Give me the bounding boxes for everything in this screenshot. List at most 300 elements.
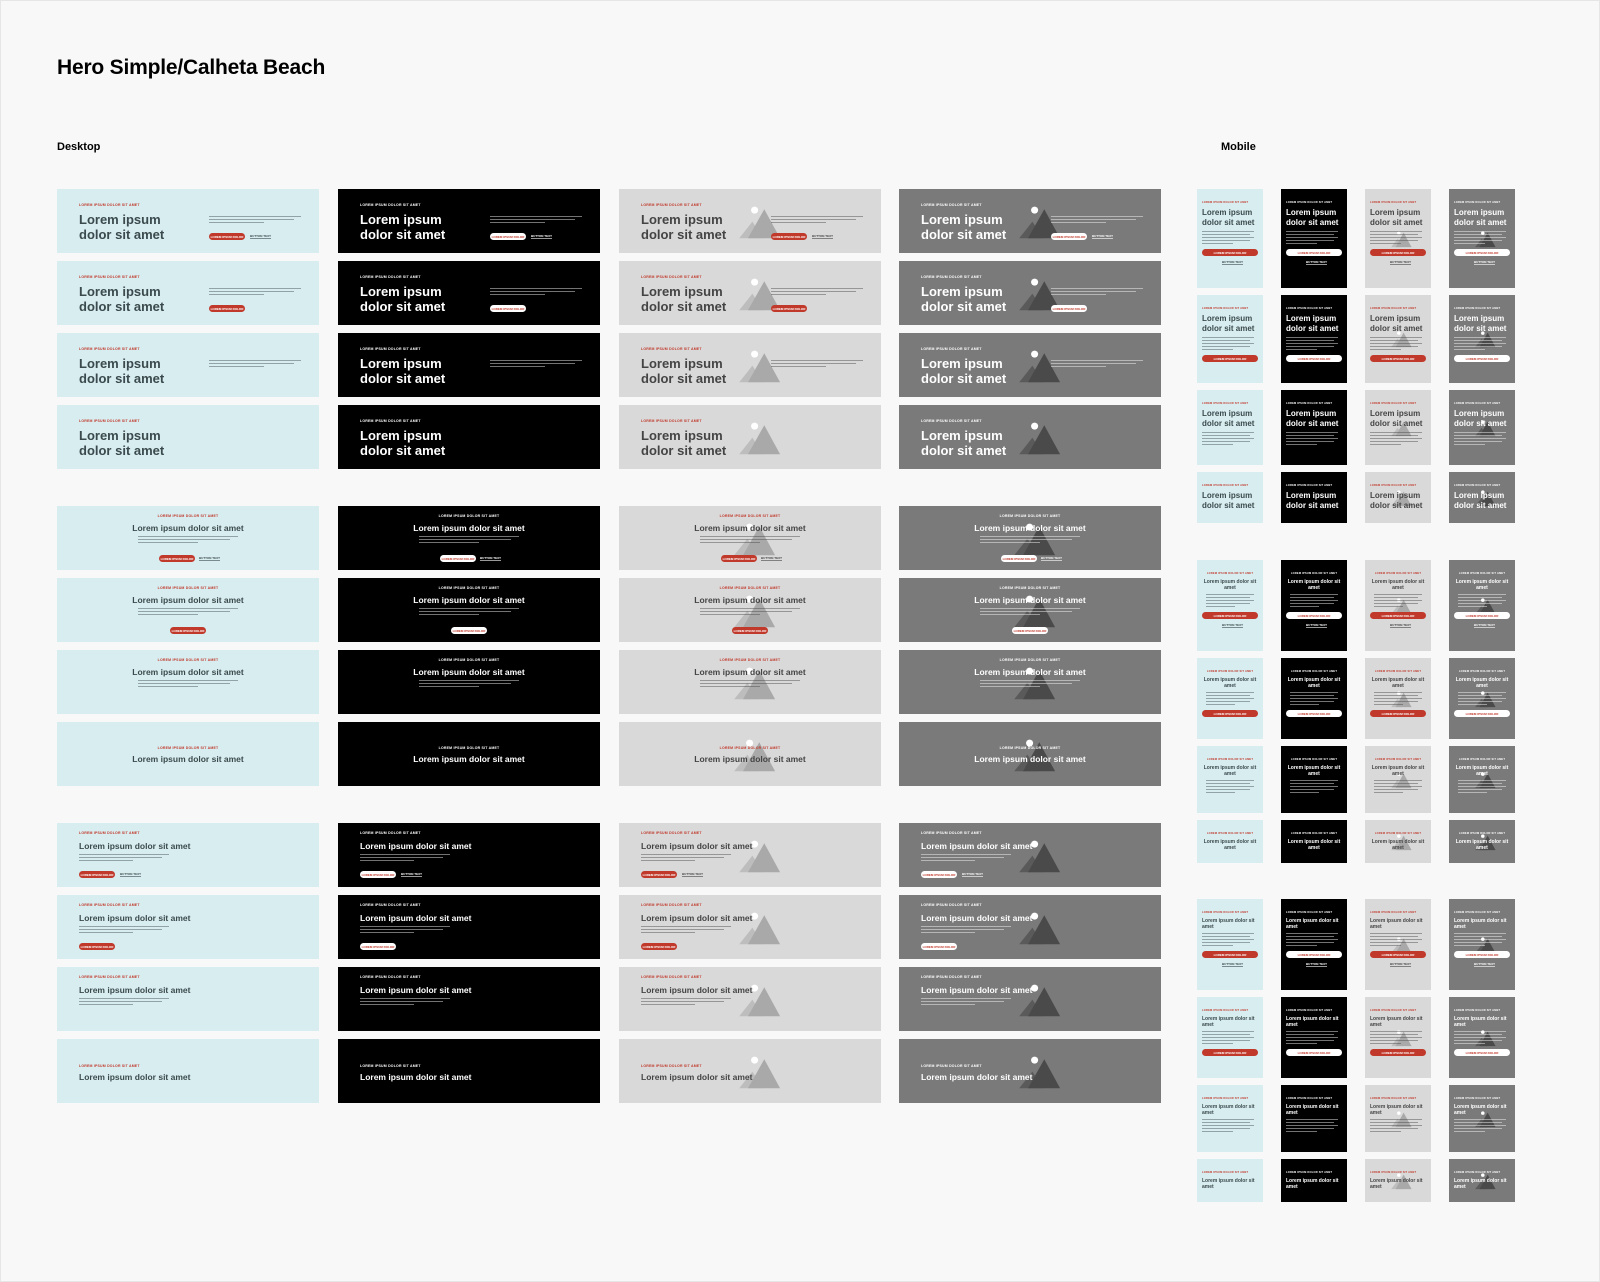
hero-title: Lorem ipsum dolor sit amet (1370, 208, 1423, 227)
hero-eyebrow: LOREM IPSUM DOLOR SIT AMET (641, 275, 702, 279)
body-text-lines (1374, 780, 1422, 795)
hero-title: Lorem ipsum dolor sit amet (641, 1072, 753, 1082)
secondary-button[interactable]: BUTTON TEXT (761, 556, 782, 560)
hero-card-desktop (899, 650, 1161, 714)
primary-button[interactable] (79, 943, 115, 950)
hero-eyebrow: LOREM IPSUM DOLOR SIT AMET (1206, 670, 1254, 673)
secondary-button[interactable]: BUTTON TEXT (1092, 234, 1113, 238)
hero-title: Lorem ipsum dolor sit amet (360, 985, 472, 995)
hero-eyebrow: LOREM IPSUM DOLOR SIT AMET (719, 746, 781, 750)
hero-card-desktop (338, 506, 600, 570)
hero-card-desktop (899, 333, 1161, 397)
hero-card-desktop (619, 895, 881, 959)
body-text-lines (360, 998, 450, 1007)
body-text-lines (1290, 692, 1338, 707)
hero-title: Lorem ipsum dolor sit amet (641, 841, 753, 851)
hero-card-mobile (1197, 390, 1263, 465)
hero-eyebrow: LOREM IPSUM DOLOR SIT AMET (641, 347, 702, 351)
hero-eyebrow: LOREM IPSUM DOLOR SIT AMET (360, 975, 421, 979)
desktop-section-label: Desktop (57, 141, 101, 153)
hero-title: Lorem ipsum dolor sit amet (1202, 1016, 1255, 1028)
secondary-button[interactable]: BUTTON TEXT (962, 872, 983, 876)
secondary-button[interactable]: BUTTON TEXT (1390, 623, 1411, 627)
primary-button[interactable] (1202, 1049, 1258, 1056)
hero-eyebrow: LOREM IPSUM DOLOR SIT AMET (360, 903, 421, 907)
hero-eyebrow: LOREM IPSUM DOLOR SIT AMET (79, 975, 140, 979)
primary-button-label: LOREM IPSUM DOLOR (1052, 235, 1086, 239)
body-text-lines (209, 360, 301, 369)
primary-button[interactable] (641, 943, 677, 950)
hero-title: Lorem ipsum dolor sit amet (360, 428, 446, 458)
primary-button[interactable] (1370, 1049, 1426, 1056)
body-text-lines (419, 536, 519, 545)
hero-eyebrow: LOREM IPSUM DOLOR SIT AMET (438, 746, 500, 750)
hero-card-desktop (619, 578, 881, 642)
hero-title: Lorem ipsum dolor sit amet (1286, 208, 1339, 227)
body-text-lines (1202, 231, 1254, 246)
body-text-lines (1051, 216, 1143, 225)
hero-eyebrow: LOREM IPSUM DOLOR SIT AMET (719, 586, 781, 590)
primary-button-label: LOREM IPSUM DOLOR (1465, 1051, 1499, 1055)
hero-eyebrow: LOREM IPSUM DOLOR SIT AMET (1374, 572, 1422, 575)
hero-title: Lorem ipsum dolor sit amet (79, 841, 191, 851)
primary-button[interactable] (440, 555, 476, 562)
primary-button[interactable] (1370, 249, 1426, 256)
hero-card-desktop (338, 578, 600, 642)
primary-button[interactable] (1202, 249, 1258, 256)
secondary-button[interactable]: BUTTON TEXT (1474, 962, 1495, 966)
secondary-button[interactable]: BUTTON TEXT (401, 872, 422, 876)
hero-card-mobile (1449, 658, 1515, 739)
primary-button[interactable] (451, 627, 487, 634)
hero-card-mobile (1365, 746, 1431, 813)
body-text-lines (1370, 1119, 1422, 1134)
hero-title: Lorem ipsum dolor sit amet (1454, 918, 1507, 930)
hero-eyebrow: LOREM IPSUM DOLOR SIT AMET (999, 658, 1061, 662)
body-text-lines (1454, 1031, 1506, 1046)
hero-title: Lorem ipsum dolor sit amet (1287, 579, 1341, 591)
hero-eyebrow: LOREM IPSUM DOLOR SIT AMET (1374, 670, 1422, 673)
hero-title: Lorem ipsum dolor sit amet (974, 754, 1086, 764)
hero-card-desktop (899, 261, 1161, 325)
hero-card-desktop (899, 578, 1161, 642)
primary-button-label: LOREM IPSUM DOLOR (1002, 557, 1036, 561)
primary-button[interactable] (1286, 710, 1342, 717)
body-text-lines (1370, 337, 1422, 352)
hero-eyebrow: LOREM IPSUM DOLOR SIT AMET (79, 903, 140, 907)
hero-eyebrow: LOREM IPSUM DOLOR SIT AMET (1286, 402, 1333, 405)
body-text-lines (360, 854, 450, 863)
hero-card-desktop (619, 722, 881, 786)
hero-card-mobile (1365, 1159, 1431, 1202)
hero-title: Lorem ipsum dolor sit amet (921, 913, 1033, 923)
hero-eyebrow: LOREM IPSUM DOLOR SIT AMET (1454, 1097, 1501, 1100)
body-text-lines (771, 288, 863, 297)
hero-card-desktop (338, 823, 600, 887)
primary-button-label: LOREM IPSUM DOLOR (80, 945, 114, 949)
secondary-button[interactable]: BUTTON TEXT (1222, 962, 1243, 966)
hero-card-mobile (1365, 1085, 1431, 1152)
hero-title: Lorem ipsum dolor sit amet (1454, 409, 1507, 428)
primary-button-label: LOREM IPSUM DOLOR (1465, 712, 1499, 716)
hero-title: Lorem ipsum dolor sit amet (79, 985, 191, 995)
hero-eyebrow: LOREM IPSUM DOLOR SIT AMET (641, 203, 702, 207)
hero-card-mobile (1449, 390, 1515, 465)
primary-button-label: LOREM IPSUM DOLOR (1213, 1051, 1247, 1055)
primary-button[interactable] (79, 871, 115, 878)
secondary-button[interactable]: BUTTON TEXT (812, 234, 833, 238)
hero-title: Lorem ipsum dolor sit amet (1202, 314, 1255, 333)
hero-card-desktop (338, 722, 600, 786)
hero-card-mobile (1197, 560, 1263, 651)
hero-title: Lorem ipsum dolor sit amet (1287, 839, 1341, 851)
secondary-button[interactable]: BUTTON TEXT (1390, 260, 1411, 264)
body-text-lines (490, 360, 582, 369)
body-text-lines (1374, 594, 1422, 609)
primary-button[interactable] (1202, 612, 1258, 619)
primary-button[interactable] (209, 305, 245, 312)
hero-title: Lorem ipsum dolor sit amet (1286, 1104, 1339, 1116)
hero-card-mobile (1449, 295, 1515, 383)
body-text-lines (1206, 692, 1254, 707)
primary-button-label: LOREM IPSUM DOLOR (1297, 251, 1331, 255)
body-text-lines (1458, 692, 1506, 707)
hero-eyebrow: LOREM IPSUM DOLOR SIT AMET (921, 975, 982, 979)
hero-card-mobile (1197, 899, 1263, 990)
primary-button[interactable] (1454, 612, 1510, 619)
secondary-button[interactable]: BUTTON TEXT (1306, 260, 1327, 264)
body-text-lines (641, 926, 731, 935)
hero-eyebrow: LOREM IPSUM DOLOR SIT AMET (1458, 832, 1506, 835)
hero-title: Lorem ipsum dolor sit amet (1287, 677, 1341, 689)
hero-eyebrow: LOREM IPSUM DOLOR SIT AMET (438, 514, 500, 518)
hero-title: Lorem ipsum dolor sit amet (360, 284, 446, 314)
hero-title: Lorem ipsum dolor sit amet (1370, 1178, 1423, 1190)
body-text-lines (700, 536, 800, 545)
primary-button[interactable] (1202, 355, 1258, 362)
hero-title: Lorem ipsum dolor sit amet (1286, 314, 1339, 333)
body-text-lines (1454, 432, 1506, 447)
hero-eyebrow: LOREM IPSUM DOLOR SIT AMET (921, 419, 982, 423)
secondary-button[interactable]: BUTTON TEXT (120, 872, 141, 876)
primary-button-label: LOREM IPSUM DOLOR (171, 629, 205, 633)
hero-card-mobile (1281, 189, 1347, 288)
primary-button-label: LOREM IPSUM DOLOR (491, 235, 525, 239)
hero-card-mobile (1281, 1159, 1347, 1202)
hero-card-mobile (1197, 472, 1263, 523)
hero-card-desktop (899, 823, 1161, 887)
body-text-lines (1202, 933, 1254, 948)
hero-card-desktop (57, 1039, 319, 1103)
secondary-button[interactable]: BUTTON TEXT (250, 234, 271, 238)
hero-eyebrow: LOREM IPSUM DOLOR SIT AMET (79, 831, 140, 835)
hero-card-desktop (57, 967, 319, 1031)
hero-card-desktop (619, 506, 881, 570)
hero-eyebrow: LOREM IPSUM DOLOR SIT AMET (1286, 1009, 1333, 1012)
hero-card-mobile (1449, 560, 1515, 651)
hero-card-mobile (1197, 295, 1263, 383)
hero-title: Lorem ipsum dolor sit amet (360, 1072, 472, 1082)
hero-title: Lorem ipsum dolor sit amet (79, 1072, 191, 1082)
hero-card-desktop (57, 405, 319, 469)
hero-title: Lorem ipsum dolor sit amet (974, 523, 1086, 533)
hero-eyebrow: LOREM IPSUM DOLOR SIT AMET (1370, 201, 1417, 204)
primary-button-label: LOREM IPSUM DOLOR (160, 557, 194, 561)
hero-card-desktop (57, 506, 319, 570)
primary-button[interactable] (159, 555, 195, 562)
primary-button[interactable] (771, 305, 807, 312)
primary-button[interactable] (771, 233, 807, 240)
primary-button-label: LOREM IPSUM DOLOR (361, 945, 395, 949)
hero-eyebrow: LOREM IPSUM DOLOR SIT AMET (921, 831, 982, 835)
primary-button[interactable] (921, 943, 957, 950)
hero-eyebrow: LOREM IPSUM DOLOR SIT AMET (921, 347, 982, 351)
hero-card-mobile (1197, 1085, 1263, 1152)
hero-title: Lorem ipsum dolor sit amet (79, 356, 165, 386)
primary-button[interactable] (170, 627, 206, 634)
hero-title: Lorem ipsum dolor sit amet (921, 284, 1007, 314)
hero-title: Lorem ipsum dolor sit amet (1370, 1016, 1423, 1028)
primary-button[interactable] (1202, 710, 1258, 717)
hero-title: Lorem ipsum dolor sit amet (1286, 1178, 1339, 1190)
secondary-button[interactable]: BUTTON TEXT (1222, 623, 1243, 627)
page-title: Hero Simple/Calheta Beach (57, 56, 326, 79)
hero-title: Lorem ipsum dolor sit amet (79, 284, 165, 314)
secondary-button[interactable]: BUTTON TEXT (682, 872, 703, 876)
primary-button[interactable] (1454, 1049, 1510, 1056)
hero-eyebrow: LOREM IPSUM DOLOR SIT AMET (1286, 307, 1333, 310)
hero-eyebrow: LOREM IPSUM DOLOR SIT AMET (1370, 307, 1417, 310)
body-text-lines (980, 536, 1080, 545)
primary-button[interactable] (1051, 233, 1087, 240)
hero-title: Lorem ipsum dolor sit amet (1202, 491, 1255, 510)
primary-button-label: LOREM IPSUM DOLOR (1297, 712, 1331, 716)
primary-button[interactable] (1454, 249, 1510, 256)
secondary-button[interactable]: BUTTON TEXT (1474, 623, 1495, 627)
primary-button[interactable] (1286, 612, 1342, 619)
secondary-button[interactable]: BUTTON TEXT (480, 556, 501, 560)
hero-title: Lorem ipsum dolor sit amet (1370, 314, 1423, 333)
primary-button[interactable] (1001, 555, 1037, 562)
hero-eyebrow: LOREM IPSUM DOLOR SIT AMET (1454, 1009, 1501, 1012)
hero-title: Lorem ipsum dolor sit amet (1370, 1104, 1423, 1116)
secondary-button[interactable]: BUTTON TEXT (1390, 962, 1411, 966)
body-text-lines (79, 854, 169, 863)
body-text-lines (1286, 1119, 1338, 1134)
primary-button-label: LOREM IPSUM DOLOR (210, 307, 244, 311)
body-text-lines (1370, 933, 1422, 948)
primary-button[interactable] (1202, 951, 1258, 958)
primary-button-label: LOREM IPSUM DOLOR (1297, 1051, 1331, 1055)
hero-card-desktop (338, 261, 600, 325)
body-text-lines (1206, 594, 1254, 609)
hero-title: Lorem ipsum dolor sit amet (1371, 677, 1425, 689)
primary-button[interactable] (641, 871, 677, 878)
hero-eyebrow: LOREM IPSUM DOLOR SIT AMET (1206, 572, 1254, 575)
primary-button[interactable] (1370, 355, 1426, 362)
body-text-lines (1286, 432, 1338, 447)
primary-button[interactable] (1286, 355, 1342, 362)
primary-button-label: LOREM IPSUM DOLOR (922, 873, 956, 877)
hero-title: Lorem ipsum dolor sit amet (413, 667, 525, 677)
primary-button-label: LOREM IPSUM DOLOR (361, 873, 395, 877)
hero-card-desktop (338, 650, 600, 714)
hero-eyebrow: LOREM IPSUM DOLOR SIT AMET (1202, 402, 1249, 405)
hero-eyebrow: LOREM IPSUM DOLOR SIT AMET (1206, 832, 1254, 835)
primary-button-label: LOREM IPSUM DOLOR (491, 307, 525, 311)
hero-card-desktop (899, 967, 1161, 1031)
hero-card-desktop (899, 1039, 1161, 1103)
hero-eyebrow: LOREM IPSUM DOLOR SIT AMET (1458, 758, 1506, 761)
primary-button-label: LOREM IPSUM DOLOR (1213, 357, 1247, 361)
hero-card-mobile (1449, 189, 1515, 288)
hero-eyebrow: LOREM IPSUM DOLOR SIT AMET (1290, 572, 1338, 575)
hero-title: Lorem ipsum dolor sit amet (413, 595, 525, 605)
primary-button-label: LOREM IPSUM DOLOR (642, 873, 676, 877)
hero-title: Lorem ipsum dolor sit amet (1202, 918, 1255, 930)
hero-title: Lorem ipsum dolor sit amet (132, 667, 244, 677)
primary-button[interactable] (1454, 710, 1510, 717)
primary-button-label: LOREM IPSUM DOLOR (1213, 251, 1247, 255)
hero-title: Lorem ipsum dolor sit amet (641, 985, 753, 995)
hero-eyebrow: LOREM IPSUM DOLOR SIT AMET (1370, 1097, 1417, 1100)
body-text-lines (138, 536, 238, 545)
hero-eyebrow: LOREM IPSUM DOLOR SIT AMET (1454, 201, 1501, 204)
hero-card-mobile (1365, 997, 1431, 1078)
hero-eyebrow: LOREM IPSUM DOLOR SIT AMET (1290, 758, 1338, 761)
hero-title: Lorem ipsum dolor sit amet (1287, 765, 1341, 777)
primary-button[interactable] (490, 305, 526, 312)
primary-button[interactable] (732, 627, 768, 634)
primary-button[interactable] (721, 555, 757, 562)
hero-card-desktop (338, 967, 600, 1031)
hero-card-desktop (619, 189, 881, 253)
hero-eyebrow: LOREM IPSUM DOLOR SIT AMET (1454, 307, 1501, 310)
hero-title: Lorem ipsum dolor sit amet (1454, 314, 1507, 333)
hero-title: Lorem ipsum dolor sit amet (1455, 765, 1509, 777)
primary-button[interactable] (360, 943, 396, 950)
secondary-button[interactable]: BUTTON TEXT (1041, 556, 1062, 560)
hero-card-mobile (1365, 472, 1431, 523)
secondary-button[interactable]: BUTTON TEXT (1306, 962, 1327, 966)
hero-title: Lorem ipsum dolor sit amet (694, 754, 806, 764)
hero-eyebrow: LOREM IPSUM DOLOR SIT AMET (1458, 670, 1506, 673)
hero-title: Lorem ipsum dolor sit amet (921, 212, 1007, 242)
primary-button[interactable] (1286, 1049, 1342, 1056)
hero-eyebrow: LOREM IPSUM DOLOR SIT AMET (1202, 201, 1249, 204)
hero-eyebrow: LOREM IPSUM DOLOR SIT AMET (1290, 670, 1338, 673)
hero-eyebrow: LOREM IPSUM DOLOR SIT AMET (1370, 484, 1417, 487)
primary-button[interactable] (1370, 612, 1426, 619)
hero-card-desktop (619, 1039, 881, 1103)
primary-button[interactable] (360, 871, 396, 878)
hero-eyebrow: LOREM IPSUM DOLOR SIT AMET (641, 1064, 702, 1068)
primary-button[interactable] (1051, 305, 1087, 312)
primary-button[interactable] (921, 871, 957, 878)
hero-title: Lorem ipsum dolor sit amet (641, 913, 753, 923)
hero-eyebrow: LOREM IPSUM DOLOR SIT AMET (1374, 832, 1422, 835)
primary-button[interactable] (1286, 951, 1342, 958)
hero-card-mobile (1281, 1085, 1347, 1152)
body-text-lines (419, 680, 519, 689)
hero-card-desktop (57, 650, 319, 714)
secondary-button[interactable]: BUTTON TEXT (531, 234, 552, 238)
hero-title: Lorem ipsum dolor sit amet (79, 913, 191, 923)
primary-button-label: LOREM IPSUM DOLOR (1381, 712, 1415, 716)
primary-button[interactable] (1286, 249, 1342, 256)
secondary-button[interactable]: BUTTON TEXT (1306, 623, 1327, 627)
body-text-lines (1202, 337, 1254, 352)
primary-button[interactable] (1454, 951, 1510, 958)
primary-button[interactable] (1012, 627, 1048, 634)
hero-title: Lorem ipsum dolor sit amet (1286, 918, 1339, 930)
primary-button[interactable] (1370, 710, 1426, 717)
secondary-button[interactable]: BUTTON TEXT (199, 556, 220, 560)
hero-card-mobile (1365, 560, 1431, 651)
hero-eyebrow: LOREM IPSUM DOLOR SIT AMET (1286, 911, 1333, 914)
hero-eyebrow: LOREM IPSUM DOLOR SIT AMET (1206, 758, 1254, 761)
primary-button[interactable] (1454, 355, 1510, 362)
secondary-button[interactable]: BUTTON TEXT (1222, 260, 1243, 264)
primary-button[interactable] (1370, 951, 1426, 958)
hero-card-mobile (1197, 997, 1263, 1078)
hero-title: Lorem ipsum dolor sit amet (1371, 765, 1425, 777)
hero-eyebrow: LOREM IPSUM DOLOR SIT AMET (1454, 911, 1501, 914)
hero-card-mobile (1365, 899, 1431, 990)
hero-title: Lorem ipsum dolor sit amet (1455, 839, 1509, 851)
hero-title: Lorem ipsum dolor sit amet (413, 754, 525, 764)
hero-eyebrow: LOREM IPSUM DOLOR SIT AMET (79, 419, 140, 423)
body-text-lines (1202, 1031, 1254, 1046)
hero-eyebrow: LOREM IPSUM DOLOR SIT AMET (1202, 1009, 1249, 1012)
primary-button[interactable] (209, 233, 245, 240)
hero-title: Lorem ipsum dolor sit amet (1202, 409, 1255, 428)
body-text-lines (1290, 780, 1338, 795)
hero-card-desktop (57, 823, 319, 887)
hero-card-mobile (1197, 746, 1263, 813)
hero-eyebrow: LOREM IPSUM DOLOR SIT AMET (157, 658, 219, 662)
hero-card-desktop (619, 650, 881, 714)
body-text-lines (360, 926, 450, 935)
hero-eyebrow: LOREM IPSUM DOLOR SIT AMET (157, 746, 219, 750)
hero-eyebrow: LOREM IPSUM DOLOR SIT AMET (641, 975, 702, 979)
hero-card-mobile (1197, 1159, 1263, 1202)
hero-card-desktop (899, 722, 1161, 786)
primary-button-label: LOREM IPSUM DOLOR (1381, 614, 1415, 618)
hero-title: Lorem ipsum dolor sit amet (1455, 677, 1509, 689)
hero-eyebrow: LOREM IPSUM DOLOR SIT AMET (1286, 1097, 1333, 1100)
hero-card-mobile (1281, 658, 1347, 739)
hero-card-mobile (1449, 1159, 1515, 1202)
hero-eyebrow: LOREM IPSUM DOLOR SIT AMET (999, 514, 1061, 518)
secondary-button[interactable]: BUTTON TEXT (1474, 260, 1495, 264)
hero-card-mobile (1365, 658, 1431, 739)
hero-card-desktop (338, 405, 600, 469)
hero-eyebrow: LOREM IPSUM DOLOR SIT AMET (1286, 484, 1333, 487)
primary-button-label: LOREM IPSUM DOLOR (642, 945, 676, 949)
primary-button[interactable] (490, 233, 526, 240)
hero-title: Lorem ipsum dolor sit amet (413, 523, 525, 533)
hero-title: Lorem ipsum dolor sit amet (1202, 208, 1255, 227)
hero-card-mobile (1281, 295, 1347, 383)
body-text-lines (209, 288, 301, 297)
primary-button-label: LOREM IPSUM DOLOR (1213, 953, 1247, 957)
body-text-lines (1454, 933, 1506, 948)
primary-button-label: LOREM IPSUM DOLOR (922, 945, 956, 949)
body-text-lines (1290, 594, 1338, 609)
hero-card-desktop (57, 722, 319, 786)
hero-card-mobile (1449, 997, 1515, 1078)
